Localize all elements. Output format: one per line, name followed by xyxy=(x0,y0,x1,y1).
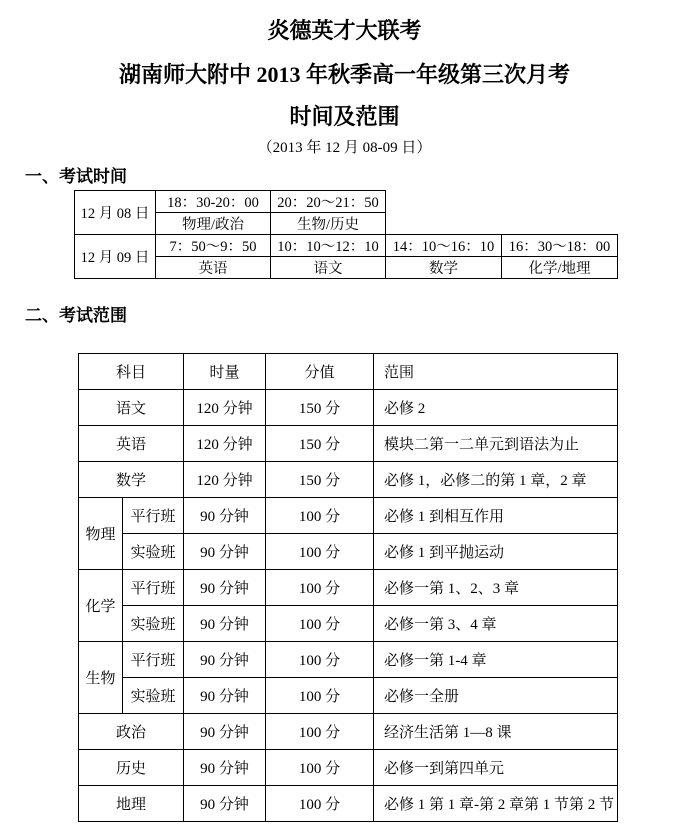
table-row xyxy=(79,786,618,822)
doc-title-school-exam: 湖南师大附中 2013 年秋季高一年级第三次月考 xyxy=(118,62,570,87)
schedule-subject: 物理/政治 xyxy=(156,213,271,235)
scope-cell: 必修一第 1、2、3 章 xyxy=(374,570,618,606)
table-row xyxy=(79,534,618,570)
subject-cell: 数学 xyxy=(79,462,184,498)
duration-cell: 90 分钟 xyxy=(184,714,266,750)
subject-cell: 英语 xyxy=(79,426,184,462)
table-row xyxy=(79,678,618,714)
duration-cell: 90 分钟 xyxy=(184,786,266,822)
subject-group-cell: 化学 xyxy=(79,570,123,642)
class-type-cell: 平行班 xyxy=(123,498,184,534)
score-cell: 100 分 xyxy=(266,678,374,714)
schedule-time: 10：10～12：10 xyxy=(271,235,386,257)
duration-cell: 90 分钟 xyxy=(184,534,266,570)
exam-time-table xyxy=(74,190,618,279)
duration-cell: 90 分钟 xyxy=(184,750,266,786)
table-row xyxy=(79,498,618,534)
class-type-cell: 实验班 xyxy=(123,606,184,642)
doc-title-scope: 时间及范围 xyxy=(289,104,400,129)
schedule-subject: 英语 xyxy=(156,257,271,279)
scope-cell: 必修一到第四单元 xyxy=(374,750,618,786)
schedule-empty-area xyxy=(386,191,618,235)
score-cell: 150 分 xyxy=(266,390,374,426)
duration-cell: 90 分钟 xyxy=(184,498,266,534)
schedule-subject: 生物/历史 xyxy=(271,213,386,235)
table-row xyxy=(75,235,618,257)
subject-group-cell: 物理 xyxy=(79,498,123,570)
schedule-subject: 化学/地理 xyxy=(502,257,618,279)
score-cell: 100 分 xyxy=(266,606,374,642)
score-cell: 100 分 xyxy=(266,714,374,750)
score-cell: 150 分 xyxy=(266,426,374,462)
table-row xyxy=(79,426,618,462)
score-cell: 150 分 xyxy=(266,462,374,498)
col-header-duration: 时量 xyxy=(184,354,266,390)
doc-date-note: （2013 年 12 月 08-09 日） xyxy=(257,140,432,156)
duration-cell: 90 分钟 xyxy=(184,642,266,678)
score-cell: 100 分 xyxy=(266,642,374,678)
subject-cell: 地理 xyxy=(79,786,184,822)
schedule-time: 16：30～18：00 xyxy=(502,235,618,257)
duration-cell: 120 分钟 xyxy=(184,426,266,462)
subject-cell: 语文 xyxy=(79,390,184,426)
score-cell: 100 分 xyxy=(266,570,374,606)
class-type-cell: 平行班 xyxy=(123,570,184,606)
duration-cell: 90 分钟 xyxy=(184,570,266,606)
scope-cell: 必修 1，必修二的第 1 章，2 章 xyxy=(374,462,618,498)
table-row xyxy=(79,390,618,426)
subject-group-cell: 生物 xyxy=(79,642,123,714)
score-cell: 100 分 xyxy=(266,498,374,534)
score-cell: 100 分 xyxy=(266,786,374,822)
scope-cell: 必修 1 第 1 章-第 2 章第 1 节第 2 节 xyxy=(374,786,618,822)
duration-cell: 120 分钟 xyxy=(184,462,266,498)
section-heading-exam-time: 一、考试时间 xyxy=(25,167,127,186)
table-row xyxy=(79,750,618,786)
table-row xyxy=(79,606,618,642)
schedule-time: 14：10～16：10 xyxy=(386,235,502,257)
schedule-time: 7：50～9：50 xyxy=(156,235,271,257)
scope-cell: 必修 1 到平抛运动 xyxy=(374,534,618,570)
class-type-cell: 实验班 xyxy=(123,534,184,570)
score-cell: 100 分 xyxy=(266,534,374,570)
scope-cell: 必修 1 到相互作用 xyxy=(374,498,618,534)
class-type-cell: 平行班 xyxy=(123,642,184,678)
scope-cell: 必修 2 xyxy=(374,390,618,426)
col-header-scope: 范围 xyxy=(374,354,618,390)
section-heading-exam-scope: 二、考试范围 xyxy=(25,306,127,325)
schedule-date-day2: 12 月 09 日 xyxy=(75,235,156,279)
scope-cell: 经济生活第 1—8 课 xyxy=(374,714,618,750)
table-row xyxy=(79,462,618,498)
scope-cell: 模块二第一二单元到语法为止 xyxy=(374,426,618,462)
subject-cell: 政治 xyxy=(79,714,184,750)
schedule-time: 18：30-20：00 xyxy=(156,191,271,213)
table-header-row xyxy=(79,354,618,390)
class-type-cell: 实验班 xyxy=(123,678,184,714)
exam-scope-table xyxy=(78,353,618,822)
schedule-time: 20：20～21：50 xyxy=(271,191,386,213)
score-cell: 100 分 xyxy=(266,750,374,786)
col-header-subject: 科目 xyxy=(79,354,184,390)
duration-cell: 90 分钟 xyxy=(184,678,266,714)
scope-cell: 必修一全册 xyxy=(374,678,618,714)
subject-cell: 历史 xyxy=(79,750,184,786)
schedule-date-day1: 12 月 08 日 xyxy=(75,191,156,235)
table-row xyxy=(75,257,618,279)
schedule-subject: 数学 xyxy=(386,257,502,279)
col-header-score: 分值 xyxy=(266,354,374,390)
duration-cell: 90 分钟 xyxy=(184,606,266,642)
scope-cell: 必修一第 1-4 章 xyxy=(374,642,618,678)
schedule-subject: 语文 xyxy=(271,257,386,279)
table-row xyxy=(79,714,618,750)
scope-cell: 必修一第 3、4 章 xyxy=(374,606,618,642)
table-row xyxy=(75,191,618,213)
table-row xyxy=(79,570,618,606)
duration-cell: 120 分钟 xyxy=(184,390,266,426)
doc-title-main: 炎德英才大联考 xyxy=(267,18,422,43)
table-row xyxy=(79,642,618,678)
